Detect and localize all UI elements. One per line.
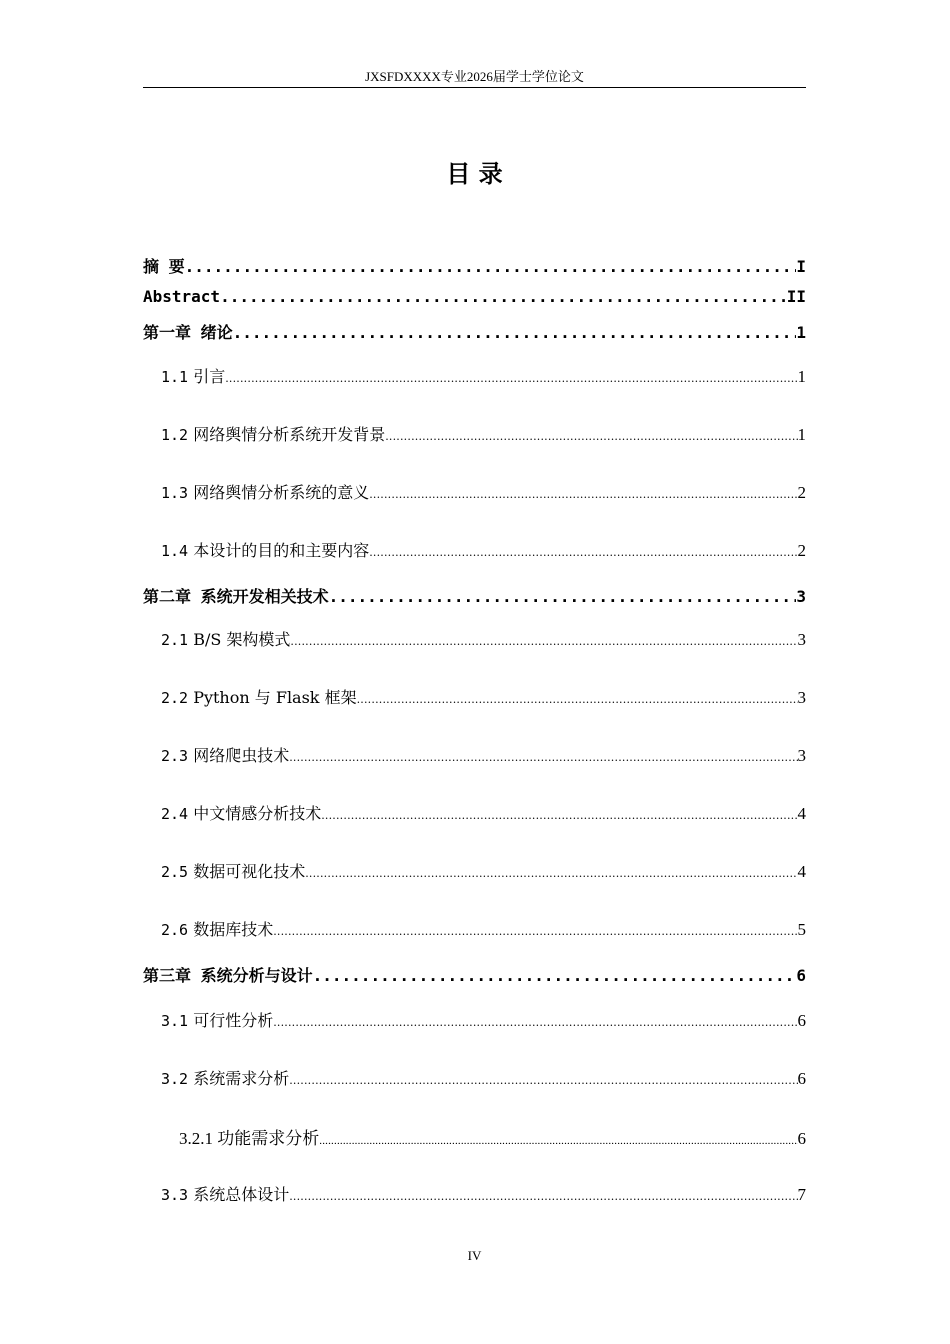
toc-entry-page: 4 — [797, 804, 806, 823]
page-number: IV — [467, 1248, 482, 1263]
toc-entry-number: 3.3 — [161, 1186, 189, 1204]
toc-entry-text: 网络爬虫技术 — [193, 746, 290, 765]
toc-entry-text: 第二章 系统开发相关技术 — [143, 587, 329, 606]
toc-entry[interactable] — [143, 743, 806, 767]
toc-entry-label — [143, 1066, 289, 1089]
toc-entry-label — [143, 743, 289, 766]
toc-entry-text: Python 与 Flask 框架 — [193, 688, 357, 707]
toc-entry-page: I — [796, 257, 806, 276]
toc-entry[interactable] — [143, 801, 806, 825]
toc-entry[interactable] — [143, 254, 806, 278]
toc-entry-text: 可行性分析 — [193, 1011, 274, 1030]
toc-entry-label — [143, 364, 225, 387]
toc-entry-page: 1 — [796, 323, 806, 342]
toc-entry[interactable] — [143, 685, 806, 709]
toc-entry-page: 7 — [797, 1185, 806, 1204]
toc-entry-label — [143, 422, 385, 445]
toc-entry[interactable] — [143, 422, 806, 446]
toc-entry-label — [143, 480, 369, 503]
dot-leader — [319, 1129, 797, 1149]
toc-entry[interactable] — [143, 917, 806, 941]
toc-entry-page: 5 — [797, 920, 806, 939]
toc-entry[interactable] — [143, 287, 806, 311]
toc-entry-text: 数据可视化技术 — [193, 862, 306, 881]
dot-leader — [329, 587, 797, 606]
toc-entry-text: 引言 — [193, 367, 226, 386]
toc-entry-page: 6 — [797, 1069, 806, 1088]
toc-entry-label — [143, 1008, 273, 1031]
toc-entry-page: 3 — [796, 587, 806, 606]
toc-entry-label — [143, 859, 305, 882]
toc-entry[interactable] — [143, 1124, 806, 1148]
dot-leader — [290, 630, 797, 649]
toc-entry-text: B/S 架构模式 — [193, 630, 291, 649]
toc-entry[interactable] — [143, 1182, 806, 1206]
toc-entry[interactable] — [143, 584, 806, 608]
toc-entry-number: 1.2 — [161, 426, 189, 444]
toc-entry-number: 3.2.1 — [179, 1129, 213, 1148]
toc-entry-label — [143, 627, 290, 650]
toc-entry-page: 2 — [797, 483, 806, 502]
toc-entry-text: 本设计的目的和主要内容 — [193, 541, 370, 560]
toc-entry-label — [143, 685, 357, 708]
dot-leader — [289, 1069, 797, 1088]
dot-leader — [313, 966, 797, 985]
toc-entry-number: 3.1 — [161, 1012, 189, 1030]
toc-entry-page: 3 — [797, 630, 806, 649]
toc-entry-label — [143, 538, 369, 561]
dot-leader — [369, 483, 797, 502]
dot-leader — [233, 323, 797, 342]
toc-entry-label — [143, 917, 273, 940]
dot-leader — [385, 425, 797, 444]
toc-entry-text: Abstract — [143, 287, 221, 306]
running-header: JXSFDXXXX专业2026届学士学位论文 — [365, 69, 584, 84]
dot-leader — [305, 862, 797, 881]
toc-entry-number: 1.1 — [161, 368, 189, 386]
toc-entry-text: 中文情感分析技术 — [193, 804, 322, 823]
toc-entry-label — [143, 801, 321, 824]
toc-entry-page: 2 — [797, 541, 806, 560]
toc-entry-number: 2.5 — [161, 863, 189, 881]
dot-leader — [273, 1011, 797, 1030]
dot-leader — [289, 746, 797, 765]
toc-entry-page: 1 — [797, 367, 806, 386]
toc-entry-page: 6 — [797, 1129, 806, 1148]
dot-leader — [357, 688, 798, 707]
toc-entry-page: 4 — [797, 862, 806, 881]
toc-entry-page: 6 — [796, 966, 806, 985]
toc-entry[interactable] — [143, 1066, 806, 1090]
toc-entry-number: 3.2 — [161, 1070, 189, 1088]
toc-entry-text: 第三章 系统分析与设计 — [143, 966, 313, 985]
toc-entry-label — [143, 287, 220, 306]
toc-entry[interactable] — [143, 364, 806, 388]
toc-entry-label — [143, 254, 185, 277]
toc-entry[interactable] — [143, 963, 806, 987]
toc-entry-label — [143, 963, 313, 986]
dot-leader — [321, 804, 797, 823]
toc-entry-text: 网络舆情分析系统开发背景 — [193, 425, 386, 444]
toc-entry-page: 3 — [797, 688, 806, 707]
dot-leader — [185, 257, 797, 276]
toc-entry[interactable] — [143, 320, 806, 344]
toc-entry-text: 摘 要 — [143, 257, 185, 276]
toc-entry-page: 6 — [797, 1011, 806, 1030]
toc-entry[interactable] — [143, 859, 806, 883]
dot-leader — [369, 541, 797, 560]
toc-title: 目 录 — [446, 160, 503, 188]
toc-entry-text: 网络舆情分析系统的意义 — [193, 483, 370, 502]
toc-entry-number: 2.3 — [161, 747, 189, 765]
header-rule — [143, 87, 806, 88]
toc-entry-label — [143, 320, 233, 343]
toc-entry-page: II — [786, 287, 806, 306]
dot-leader — [225, 367, 797, 386]
toc-entry-page: 3 — [797, 746, 806, 765]
toc-entry[interactable] — [143, 538, 806, 562]
toc-entry-text: 系统需求分析 — [193, 1069, 290, 1088]
toc-entry-text: 数据库技术 — [193, 920, 274, 939]
toc-entry[interactable] — [143, 1008, 806, 1032]
toc-entry-number: 2.4 — [161, 805, 189, 823]
toc-entry-text: 功能需求分析 — [217, 1129, 320, 1148]
toc-entry-label — [143, 584, 329, 607]
toc-entry-number: 1.4 — [161, 542, 189, 560]
toc-entry-text: 系统总体设计 — [193, 1185, 290, 1204]
toc-entry[interactable] — [143, 627, 806, 651]
toc-entry-page: 1 — [797, 425, 806, 444]
toc-entry-number: 2.6 — [161, 921, 189, 939]
toc-entry-number: 2.2 — [161, 689, 189, 707]
toc-entry-label — [143, 1124, 319, 1149]
toc-entry[interactable] — [143, 480, 806, 504]
toc-entry-number: 1.3 — [161, 484, 189, 502]
dot-leader — [289, 1185, 797, 1204]
toc-entry-text: 第一章 绪论 — [143, 323, 233, 342]
dot-leader — [273, 920, 797, 939]
toc-entry-label — [143, 1182, 289, 1205]
toc-entry-number: 2.1 — [161, 631, 189, 649]
dot-leader — [220, 287, 787, 306]
